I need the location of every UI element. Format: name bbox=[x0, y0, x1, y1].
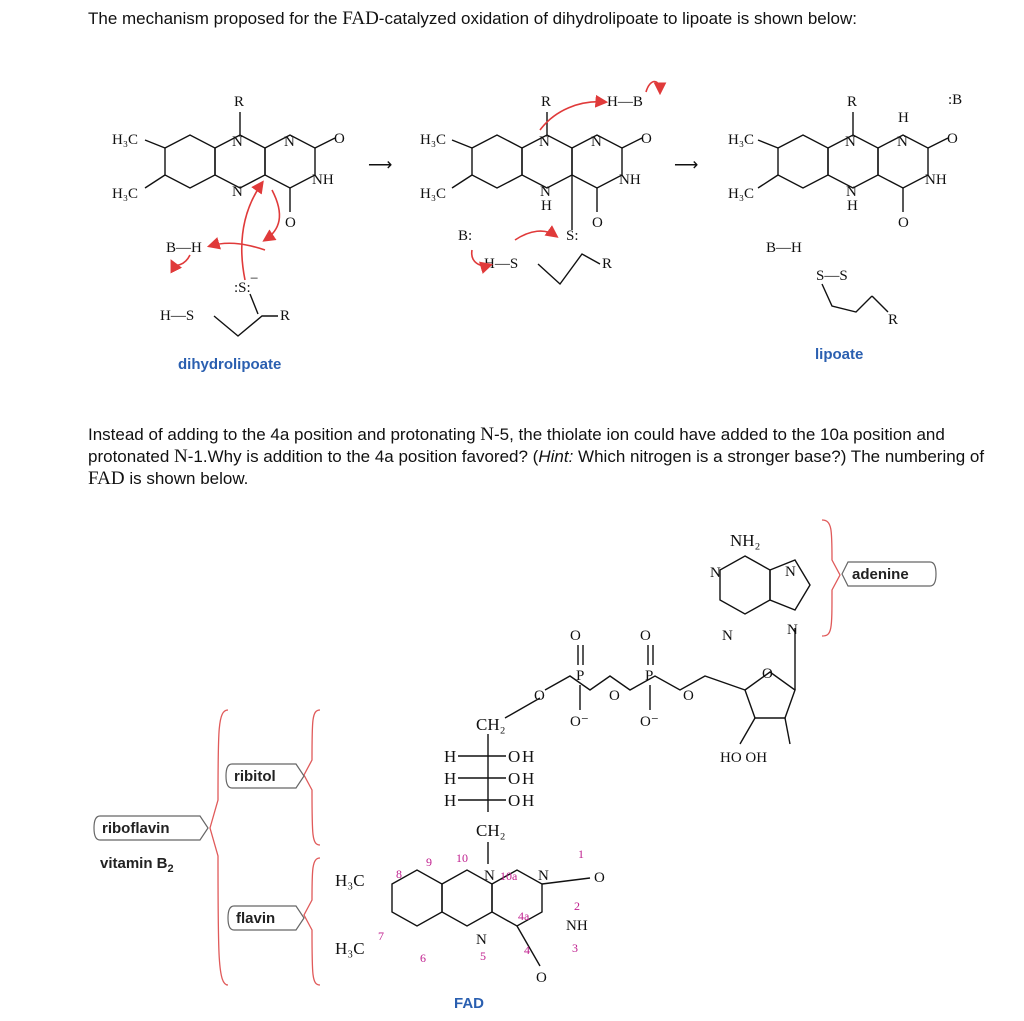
tag-adenine bbox=[842, 562, 936, 586]
n-atom: N bbox=[845, 134, 856, 150]
h-atom: H bbox=[522, 747, 535, 766]
thiol: H—S bbox=[160, 308, 195, 324]
methyl: H₃C bbox=[420, 132, 447, 148]
n5-term: N bbox=[480, 424, 494, 445]
o-atom: O bbox=[508, 791, 521, 810]
h-atom: H bbox=[444, 747, 457, 766]
position-4: 4 bbox=[524, 943, 530, 957]
position-3: 3 bbox=[572, 941, 578, 955]
phosphorus: P bbox=[576, 668, 585, 684]
fad-structure bbox=[335, 531, 810, 1012]
position-10: 10 bbox=[456, 851, 468, 865]
flavin-bracket bbox=[304, 858, 320, 985]
hint-label: Hint: bbox=[538, 447, 574, 466]
base-anion: :B bbox=[948, 92, 963, 108]
n-atom: N bbox=[284, 134, 295, 150]
position-5: 5 bbox=[480, 949, 486, 963]
o-atom: O bbox=[536, 970, 547, 986]
o-atom: O bbox=[508, 769, 521, 788]
q-text-e: is shown below. bbox=[124, 469, 249, 488]
disulfide: S—S bbox=[816, 268, 848, 284]
thiolate: :S: bbox=[234, 280, 251, 296]
q-text-c: -1.Why is addition to the 4a position favored? ( bbox=[187, 447, 539, 466]
intro-text-end: -catalyzed oxidation of dihydrolipoate to lipoate is shown below: bbox=[378, 9, 857, 28]
n-atom: N bbox=[540, 184, 551, 200]
n-atom: N bbox=[232, 134, 243, 150]
position-6: 6 bbox=[420, 951, 426, 965]
fad-term-2: FAD bbox=[88, 468, 125, 489]
o-atom: O bbox=[592, 215, 603, 231]
tag-ribitol bbox=[226, 764, 304, 788]
adenine-bracket bbox=[822, 520, 840, 636]
tag-adenine-text: adenine bbox=[852, 566, 909, 583]
position-2: 2 bbox=[574, 899, 580, 913]
h-atom: H bbox=[444, 769, 457, 788]
n-atom: N bbox=[476, 932, 487, 948]
base-h: B—H bbox=[766, 240, 802, 256]
methyl: H₃C bbox=[335, 871, 365, 890]
n-atom: N bbox=[787, 622, 798, 638]
r-group: R bbox=[280, 308, 291, 324]
riboflavin-bracket bbox=[210, 710, 228, 985]
n-atom: N bbox=[722, 628, 733, 644]
o-atom: O bbox=[508, 747, 521, 766]
charge: − bbox=[250, 271, 259, 287]
nh-group: NH bbox=[312, 172, 334, 188]
nh-group: NH bbox=[925, 172, 947, 188]
ch2: CH₂ bbox=[476, 715, 506, 734]
tag-riboflavin bbox=[94, 816, 208, 840]
q-text-a: Instead of adding to the 4a position and protonating bbox=[88, 425, 481, 444]
reaction-arrow-2: ⟶ bbox=[674, 155, 699, 174]
h-atom: H bbox=[541, 198, 552, 214]
o-atom: O bbox=[640, 628, 651, 644]
amino-group: NH₂ bbox=[730, 531, 761, 550]
position-4a: 4a bbox=[518, 909, 530, 923]
n-atom: N bbox=[710, 565, 721, 581]
label-vitamin-b2 bbox=[100, 855, 174, 875]
base-anion: B: bbox=[458, 228, 473, 244]
h-atom: H bbox=[444, 791, 457, 810]
tag-riboflavin-text: riboflavin bbox=[102, 820, 170, 837]
n-atom: N bbox=[539, 134, 550, 150]
n-atom: N bbox=[785, 564, 796, 580]
fad-term: FAD bbox=[342, 8, 379, 29]
r-group: R bbox=[602, 256, 613, 272]
q-text-b: -5, the thiolate ion could have added to the 10a position and protonated bbox=[88, 425, 945, 466]
position-7: 7 bbox=[378, 929, 384, 943]
reaction-arrow-1: ⟶ bbox=[368, 155, 393, 174]
o-atom: O bbox=[898, 215, 909, 231]
r-group: R bbox=[234, 94, 245, 110]
n1-term: N bbox=[174, 446, 188, 467]
o-atom: O bbox=[285, 215, 296, 231]
nh-group: NH bbox=[566, 918, 588, 934]
o-minus: O⁻ bbox=[640, 714, 659, 730]
label-lipoate: lipoate bbox=[815, 346, 864, 363]
o-atom: O bbox=[947, 131, 958, 147]
o-atom: O bbox=[609, 688, 620, 704]
o-minus: O⁻ bbox=[570, 714, 589, 730]
o-atom: O bbox=[594, 870, 605, 886]
position-1: 1 bbox=[578, 847, 584, 861]
methyl: H₃C bbox=[112, 132, 139, 148]
r-group: R bbox=[847, 94, 858, 110]
methyl: H₃C bbox=[728, 132, 755, 148]
n-atom: N bbox=[591, 134, 602, 150]
intro-text: The mechanism proposed for the bbox=[88, 9, 343, 28]
ch2: CH₂ bbox=[476, 821, 506, 840]
thiol: H—S bbox=[484, 256, 519, 272]
structure-2-intermediate bbox=[420, 82, 660, 285]
tag-ribitol-text: ribitol bbox=[234, 768, 276, 785]
nh-group: NH bbox=[619, 172, 641, 188]
vitamin-subscript: 2 bbox=[167, 863, 174, 875]
o-atom: O bbox=[762, 666, 773, 682]
structure-3-reduced-flavin bbox=[728, 92, 962, 363]
phosphorus: P bbox=[645, 668, 654, 684]
methyl: H₃C bbox=[112, 186, 139, 202]
r-group: R bbox=[541, 94, 552, 110]
o-atom: O bbox=[683, 688, 694, 704]
sulfur: S: bbox=[566, 228, 579, 244]
label-dihydrolipoate: dihydrolipoate bbox=[178, 356, 282, 373]
ribose-hydroxyls: HO OH bbox=[720, 750, 768, 766]
o-atom: O bbox=[534, 688, 545, 704]
h-atom: H bbox=[847, 198, 858, 214]
n-atom: N bbox=[484, 868, 495, 884]
methyl: H₃C bbox=[420, 186, 447, 202]
n-atom: N bbox=[897, 134, 908, 150]
ribitol-bracket bbox=[304, 710, 320, 845]
n-atom: N bbox=[846, 184, 857, 200]
methyl: H₃C bbox=[728, 186, 755, 202]
h-atom: H bbox=[522, 791, 535, 810]
structure-1-flavin bbox=[112, 94, 345, 373]
tag-flavin-text: flavin bbox=[236, 910, 276, 927]
o-atom: O bbox=[334, 131, 345, 147]
position-10a: 10a bbox=[500, 869, 518, 883]
methyl: H₃C bbox=[335, 939, 365, 958]
q-text-d: Which nitrogen is a stronger base?) The numbering of bbox=[573, 447, 985, 466]
vitamin-text: vitamin B bbox=[100, 855, 168, 872]
o-atom: O bbox=[570, 628, 581, 644]
h-atom: H bbox=[898, 110, 909, 126]
tag-flavin bbox=[228, 906, 304, 930]
r-group: R bbox=[888, 312, 899, 328]
o-atom: O bbox=[641, 131, 652, 147]
h-base: H—B bbox=[607, 94, 643, 110]
label-fad: FAD bbox=[454, 995, 484, 1012]
h-atom: H bbox=[522, 769, 535, 788]
position-8: 8 bbox=[396, 867, 402, 881]
n-atom: N bbox=[538, 868, 549, 884]
position-9: 9 bbox=[426, 855, 432, 869]
n-atom: N bbox=[232, 184, 243, 200]
base-h: B—H bbox=[166, 240, 202, 256]
